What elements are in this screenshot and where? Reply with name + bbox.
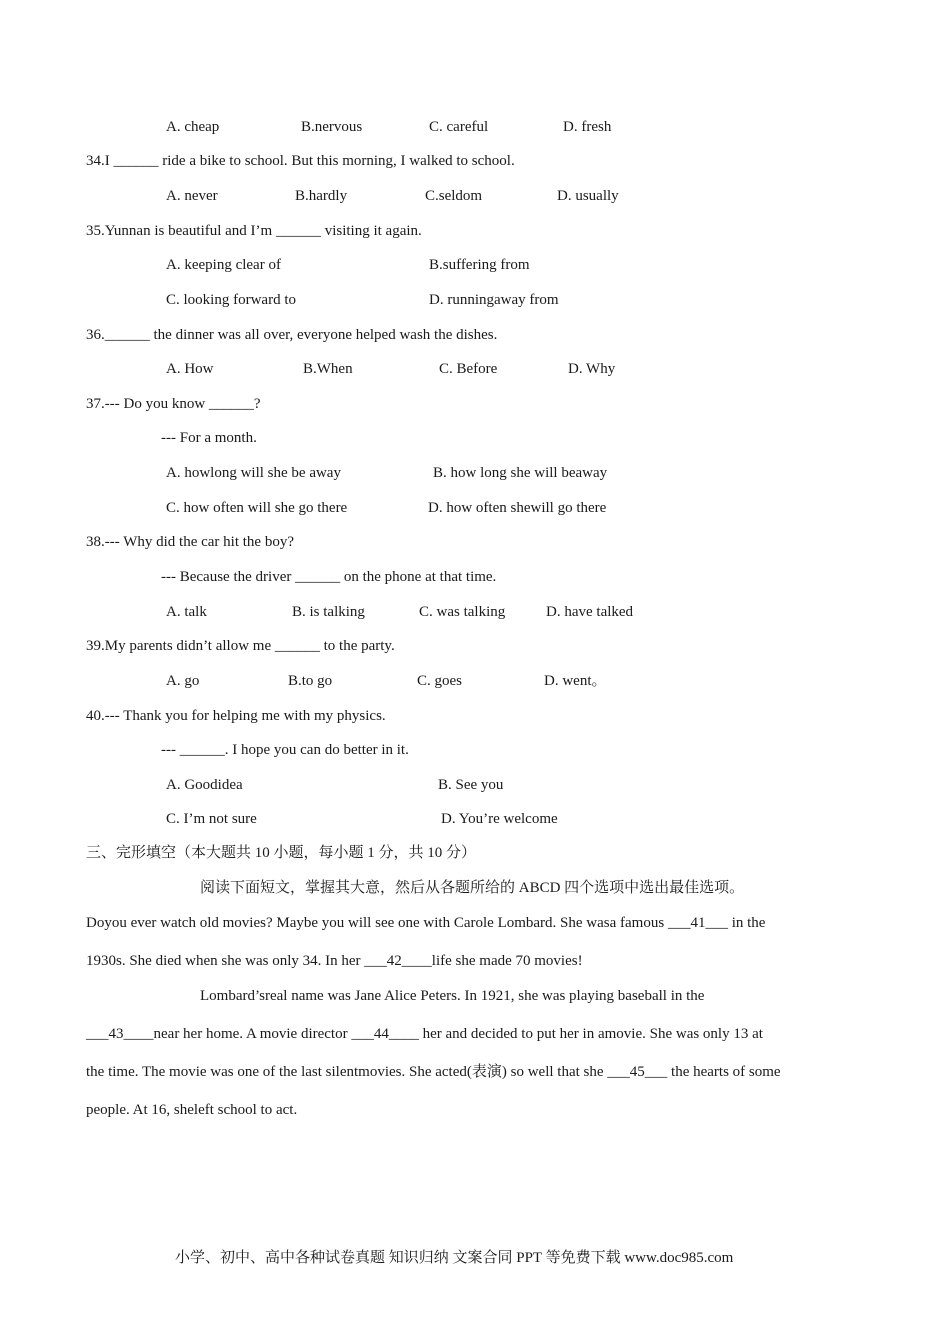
q36-option-d: D. Why — [568, 361, 616, 377]
q37-option-a: A. howlong will she be away — [166, 465, 341, 481]
passage-line: Lombard’sreal name was Jane Alice Peters. In 1921, she was playing baseball in the — [200, 988, 705, 1004]
section-instruction: 阅读下面短文，掌握其大意，然后从各题所给的 ABCD 四个选项中选出最佳选项。 — [200, 880, 745, 896]
q34-stem: 34.I ______ ride a bike to school. But this morning, I walked to school. — [86, 153, 515, 169]
q36-stem: 36.______ the dinner was all over, everyone helped wash the dishes. — [86, 327, 498, 343]
q39-stem: 39.My parents didn’t allow me ______ to the party. — [86, 638, 395, 654]
q33-option-a: A. cheap — [166, 119, 220, 135]
q39-option-c: C. goes — [417, 673, 462, 689]
section-heading: 三、完形填空（本大题共 10 小题，每小题 1 分，共 10 分） — [86, 845, 477, 861]
q37-stem: 37.--- Do you know ______? — [86, 396, 261, 412]
q33-option-d: D. fresh — [563, 119, 612, 135]
q37-reply: --- For a month. — [161, 430, 257, 446]
q39-option-b: B.to go — [288, 673, 333, 689]
q40-reply: --- ______. I hope you can do better in it. — [161, 742, 409, 758]
q37-option-d: D. how often shewill go there — [428, 500, 607, 516]
q37-option-c: C. how often will she go there — [166, 500, 348, 516]
q40-stem: 40.--- Thank you for helping me with my physics. — [86, 708, 386, 724]
q33-option-c: C. careful — [429, 119, 489, 135]
q40-option-d: D. You’re welcome — [441, 811, 558, 827]
q34-option-c: C.seldom — [425, 188, 483, 204]
passage-line: the time. The movie was one of the last silentmovies. She acted(表演) so well that she ___45___ the hearts of some — [86, 1064, 781, 1080]
q36-option-c: C. Before — [439, 361, 498, 377]
q39-option-a: A. go — [166, 673, 200, 689]
q38-stem: 38.--- Why did the car hit the boy? — [86, 534, 294, 550]
q35-option-d: D. runningaway from — [429, 292, 559, 308]
q35-option-a: A. keeping clear of — [166, 257, 281, 273]
q35-option-c: C. looking forward to — [166, 292, 296, 308]
passage-line: 1930s. She died when she was only 34. In her ___42____life she made 70 movies! — [86, 953, 583, 969]
q33-option-b: B.nervous — [301, 119, 363, 135]
q38-option-a: A. talk — [166, 604, 207, 620]
q40-option-c: C. I’m not sure — [166, 811, 257, 827]
q35-stem: 35.Yunnan is beautiful and I’m ______ visiting it again. — [86, 223, 422, 239]
q40-option-a: A. Goodidea — [166, 777, 243, 793]
q36-option-b: B.When — [303, 361, 353, 377]
q36-option-a: A. How — [166, 361, 214, 377]
q34-option-d: D. usually — [557, 188, 619, 204]
q38-option-b: B. is talking — [292, 604, 365, 620]
q37-option-b: B. how long she will beaway — [433, 465, 608, 481]
passage-line: ___43____near her home. A movie director ___44____ her and decided to put her in amovie. She was only 13 at — [86, 1026, 763, 1042]
q34-option-b: B.hardly — [295, 188, 348, 204]
q38-reply: --- Because the driver ______ on the phone at that time. — [161, 569, 497, 585]
q38-option-c: C. was talking — [419, 604, 506, 620]
q34-option-a: A. never — [166, 188, 218, 204]
q35-option-b: B.suffering from — [429, 257, 530, 273]
q39-option-d: D. went。 — [544, 673, 607, 689]
page-footer: 小学、初中、高中各种试卷真题 知识归纳 文案合同 PPT 等免费下载 www.doc985.com — [175, 1250, 734, 1266]
q38-option-d: D. have talked — [546, 604, 634, 620]
passage-line: Doyou ever watch old movies? Maybe you will see one with Carole Lombard. She wasa famous ___41___ in the — [86, 915, 766, 931]
passage-line: people. At 16, sheleft school to act. — [86, 1102, 298, 1118]
q40-option-b: B. See you — [438, 777, 504, 793]
